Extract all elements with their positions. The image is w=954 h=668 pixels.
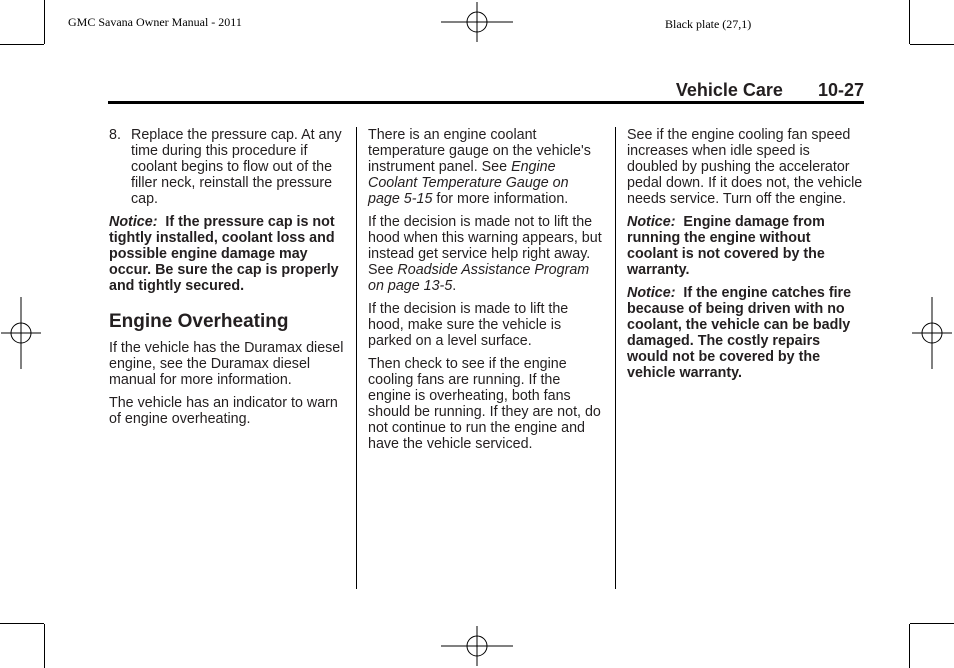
text-run: There is an engine coolant temperature gauge on the vehicle's instrument panel. See [368, 127, 591, 175]
text-run: If the decision is made not to lift the hood when this warning appears, but instead get service help right away. See [368, 214, 602, 278]
notice [627, 214, 863, 278]
notice [109, 214, 347, 294]
manual-title: GMC Savana Owner Manual - 2011 [68, 15, 242, 29]
paragraph [368, 127, 604, 207]
crop-mark [909, 624, 910, 668]
registration-mark-top [441, 2, 513, 42]
text-run: for more information. [432, 191, 569, 207]
registration-mark-bottom [441, 626, 513, 666]
section-heading: Engine Overheating [109, 311, 289, 332]
notice-text: If the engine catches fire because of being driven with no coolant, the vehicle can be badly damaged. The costly repairs would not be covered by the vehicle warranty. [627, 285, 852, 381]
registration-mark-right [912, 297, 952, 369]
crop-mark [0, 44, 44, 45]
plate-label: Black plate (27,1) [665, 17, 752, 31]
paragraph: If the decision is made to lift the hood, make sure the vehicle is parked on a level surface. [368, 301, 569, 349]
column-2 [368, 127, 604, 459]
page-number: 10-27 [817, 80, 864, 100]
crop-mark [910, 623, 954, 624]
cross-reference[interactable]: Roadside Assistance Program on page 13-5 [368, 262, 590, 294]
crop-mark [44, 0, 45, 44]
column-3 [627, 127, 863, 388]
paragraph: See if the engine cooling fan speed increases when idle speed is doubled by pushing the accelerator pedal down. If it does not, the vehicle needs service. Turn off the engine. [627, 127, 863, 207]
paragraph: If the vehicle has the Duramax diesel engine, see the Duramax diesel manual for more information. [109, 340, 344, 388]
text-run: . [452, 278, 457, 294]
crop-mark [44, 624, 45, 668]
header-rule [108, 101, 864, 104]
crop-mark [0, 623, 44, 624]
paragraph [368, 214, 604, 294]
notice [627, 285, 863, 381]
running-head [676, 80, 864, 101]
registration-mark-left [1, 297, 41, 369]
crop-mark [909, 0, 910, 44]
step-text: Replace the pressure cap. At any time during this procedure if coolant begins to flow out of the filler neck, reinstall the pressure cap. [131, 127, 342, 207]
notice-text: If the pressure cap is not tightly installed, coolant loss and possible engine damage may occur. Be sure the cap is properly and tightly secured. [109, 214, 339, 294]
crop-mark [910, 44, 954, 45]
column-divider [615, 127, 616, 589]
notice-label: Notice: [627, 285, 676, 301]
step-number: 8. [109, 127, 121, 143]
cross-reference[interactable]: Engine Coolant Temperature Gauge on page 5-15 [368, 159, 569, 207]
notice-text: Engine damage from running the engine without coolant is not covered by the warranty. [627, 214, 825, 278]
notice-label: Notice: [109, 214, 158, 230]
paragraph: Then check to see if the engine cooling fans are running. If the engine is overheating, both fans should be running. If they are not, do not continue to run the engine and have the vehicle serviced. [368, 356, 601, 452]
notice-label: Notice: [627, 214, 676, 230]
column-1 [109, 127, 347, 434]
paragraph: The vehicle has an indicator to warn of engine overheating. [109, 395, 338, 427]
step-item [109, 127, 347, 207]
section-title: Vehicle Care [675, 80, 783, 100]
column-divider [356, 127, 357, 589]
